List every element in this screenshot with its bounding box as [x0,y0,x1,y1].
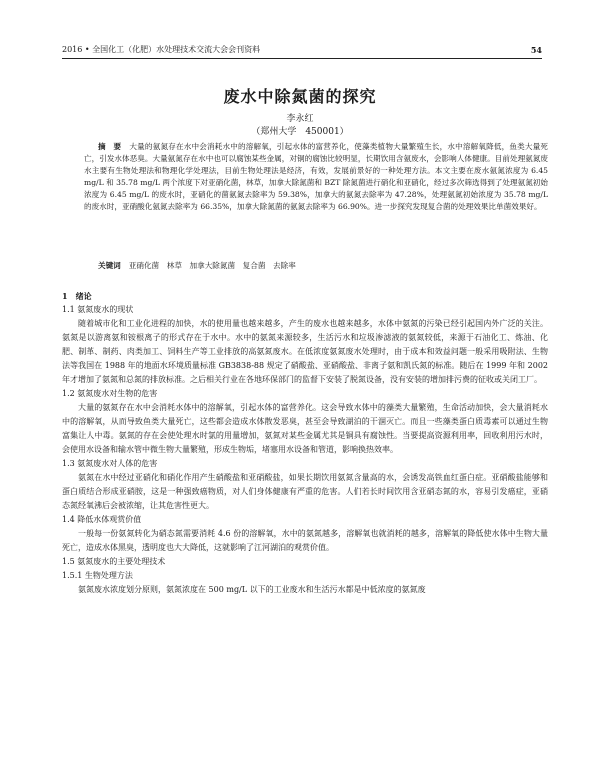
paragraph: 氨氮在水中经过亚硝化和硝化作用产生硝酸盐和亚硝酸盐，如果长期饮用氨氮含量高的水，会诱发高铁血红蛋白症。亚硝酸盐能够和蛋白质结合形成亚硝胺，这是一种强致癌物质，对人们身体健康有严重的危害。人们若长时间饮用含亚硝态氮的水，容易引发癌症，亚硝态氮经氧沸后会被浓缩，让其危害性更大。 [62,473,548,510]
author-name: 李永红 [286,114,314,124]
keywords-label: 关键词 [98,261,121,270]
paragraph: 随着城市化和工业化进程的加快，水的使用量也越来越多，产生的废水也越来越多，水体中氨氮的污染已经引起国内外广泛的关注。氨氮是以游离氨和铵根离子的形式存在于水中。水中的氨氮来源较多，生活污水和垃圾渗滤液的氨氮较低，来源于石油化工、炼油、化肥、制革、制药、肉类加工、饲料生产等工业排放的高氨氮废水。在低浓度氨氮废水处理时，由于成本和效益问题一般采用吸附法、生物法等我国在 1988 年的地面水环境质量标准 GB3838-88 规定了硝酸盐、亚硝酸盐、非离子氨和凯氏氮的标准。随后在 1999 年和 2002 年才增加了氨氮和总氮的排放标准。之后相关行业在各地环保部门的监督下安装了脱氮设备，没有安装的增加排污费的征收或关闭工厂。 [62,319,548,384]
body-text [62,289,548,597]
subsection-heading: 1.5 氨氮废水的主要处理技术 [62,557,166,566]
subsection-heading: 1.2 氨氮废水对生物的危害 [62,389,158,398]
keywords-terms: 亚硝化菌 林草 加拿大除氮菌 复合菌 去除率 [128,261,296,270]
affiliation: （郑州大学 450001） [251,127,349,137]
running-title: 2016 • 全国化工（化肥）水处理技术交流大会会刊资料 [62,45,261,54]
subsection-heading: 1.3 氨氮废水对人体的危害 [62,459,158,468]
subsubsection-heading: 1.5.1 生物处理方法 [62,571,133,580]
page-number: 54 [530,45,542,55]
paragraph: 一般每一份氨氮转化为硝态氮需要消耗 4.6 份的溶解氧，水中的氨氮越多，溶解氧也就消耗的越多，溶解氧的降低使水体中生物大量死亡，造成水体黑臭，透明度也大大降低，这就影响了江河湖泊的观赏价值。 [62,529,548,552]
subsection-heading: 1.4 降低水体观赏价值 [62,515,142,524]
abstract [84,141,548,213]
section-heading: 1 绪论 [62,291,92,301]
paper-title: 废水中除氮菌的探究 [223,87,377,106]
abstract-text: 大量的氨氮存在水中会消耗水中的溶解氧，引起水体的富营养化，使藻类植物大量繁殖生长，水中溶解氧降低，鱼类大量死亡，引发水体恶臭。大量氨氮存在水中也可以腐蚀某些金属，对铜的腐蚀比较明显，长期饮用含氨废水，会影响人体健康。目前处理氨氮废水主要有生物处理法和物理化学处理法，目前生物处理法是经济，有效，发展前景好的一种处理方法。本文主要在废水氨氮浓度为 6.45 mg/L 和 35.78 mg/L 两个浓度下对亚硝化菌，林草，加拿大除氮菌和 BZT 除氮菌进行硝化和亚硝化，经过多次筛选得到了处理氨氮初始浓度为 6.45 mg/L 的废水时，亚硝化的菌氨氮去除率为 59.38%，加拿大的氨氮去除率为 47.28%，处理氨氮初始浓度为 35.78 mg/L 的废水时，亚硝酸化氨氮去除率为 66.35%，加拿大除氮菌的氨氮去除率为 66.90%。进一步探究发现复合菌的处理效果比单菌效果好。 [84,142,548,211]
abstract-label: 摘 要 [98,142,122,151]
paragraph: 大量的氨氮存在水中会消耗水体中的溶解氧，引起水体的富营养化。这会导致水体中的藻类大量繁殖，生命活动加快，会大量消耗水中的溶解氧，从而导致鱼类大量死亡，这些都会造成水体散发恶臭，甚至会导致湖泊的干涸灭亡。而且一些藻类蛋白质毒素可以通过生物富集让人中毒。氨氮的存在会使处理水时氯的用量增加，氨氮对某些金属尤其是铜具有腐蚀性。当要提高资源利用率，回收利用污水时，会使用水设备和输水管中微生物大量繁殖，形成生物垢，堵塞用水设备和管道，影响换热效率。 [62,403,548,454]
subsection-heading: 1.1 氨氮废水的现状 [62,305,134,314]
keywords [98,260,548,272]
running-header [62,44,542,59]
paragraph: 氨氮废水浓度划分原则，氨氮浓度在 500 mg/L 以下的工业废水和生活污水都是中低浓度的氨氮废 [78,585,426,594]
